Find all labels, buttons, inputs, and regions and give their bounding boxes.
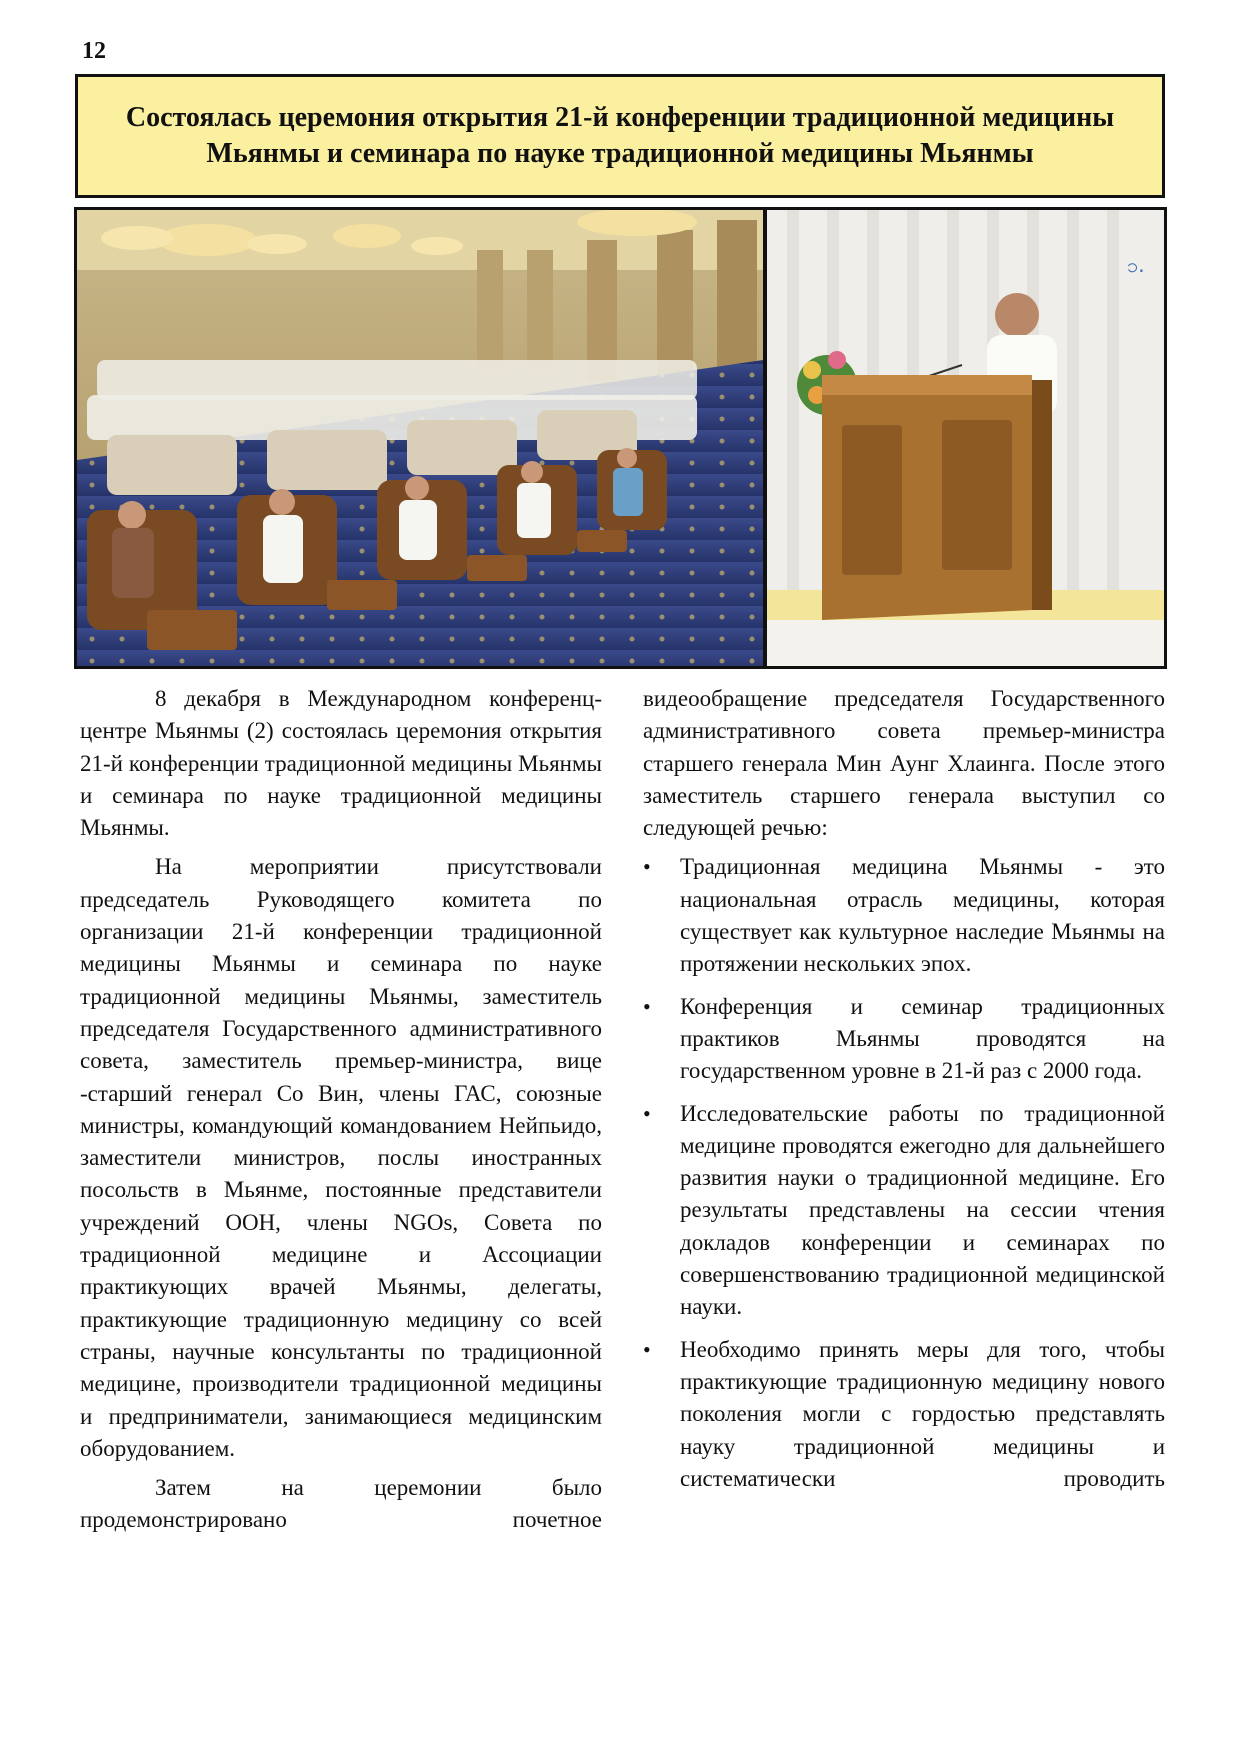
speaker-podium-image (767, 210, 1164, 666)
page-number: 12 (82, 38, 106, 64)
paragraph-2: На мероприятии присутствовали председатель Руководящего комитета по организации 21-й конференции традиционной медицины Мьянмы и семинара по науке традиционной медицины Мьянмы, заместитель председателя Государственного административного совета, заместитель премьер-министра, вице -старший генерал Со Вин, члены ГАС, союзные министры, командующий командованием Нейпьидо, заместители министров, послы иностранных посольств в Мьянме, постоянные представители учреждений ООН, члены NGOs, Совета по традиционной медицине и Ассоциации практикующих врачей Мьянмы, делегаты, практикующие традиционную медицину со всей страны, научные консультанты по традиционной медицине, производители традиционной медицины и предприниматели, занимающиеся медицинским оборудованием. (80, 854, 602, 1461)
right-column (643, 683, 1165, 1505)
bullet-item-3: • Исследовательские работы по традиционной медицине проводятся ежегодно для дальнейшего развития науки о традиционной медицине. Его результаты представлены на сессии чтения докладов конференции и семинарах по совершенствованию традиционной медицинской науки. (643, 1098, 1165, 1324)
photo-strip (74, 207, 1167, 669)
paragraph-3: Затем на церемонии было продемонстрировано почетное (80, 1475, 602, 1533)
svg-text:၁.: ၁. (1127, 253, 1145, 277)
left-column (80, 683, 602, 1544)
speaker-podium-photo (767, 210, 1164, 666)
article-title: Состоялась церемония открытия 21-й конференции традиционной медицины Мьянмы и семинара по науке традиционной медицины Мьянмы (125, 102, 1115, 169)
title-banner (75, 74, 1165, 198)
bullet-item-1: • Традиционная медицина Мьянмы - это национальная отрасль медицины, которая существует как культурное наследие Мьянмы на протяжении нескольких эпох. (643, 851, 1165, 980)
conference-hall-image (77, 210, 763, 666)
paragraph-1: 8 декабря в Международном конференц-центре Мьянмы (2) состоялась церемония открытия 21-й конференции традиционной медицины Мьянмы и семинара по науке традиционной медицины Мьянмы. (80, 686, 602, 841)
speech-bullet-list (643, 851, 1165, 1495)
bullet-item-2: • Конференция и семинар традиционных практиков Мьянмы проводятся на государственном уровне в 21-й раз с 2000 года. (643, 991, 1165, 1088)
bullet-item-4: • Необходимо принять меры для того, чтобы практикующие традиционную медицину нового поколения могли с гордостью представлять науку традиционной медицины и систематически проводить (643, 1334, 1165, 1495)
paragraph-continued: видеообращение председателя Государственного административного совета премьер-министра старшего генерала Мин Аунг Хлаинга. После этого заместитель старшего генерала выступил со следующей речью: (643, 686, 1165, 841)
conference-hall-photo (77, 210, 763, 666)
